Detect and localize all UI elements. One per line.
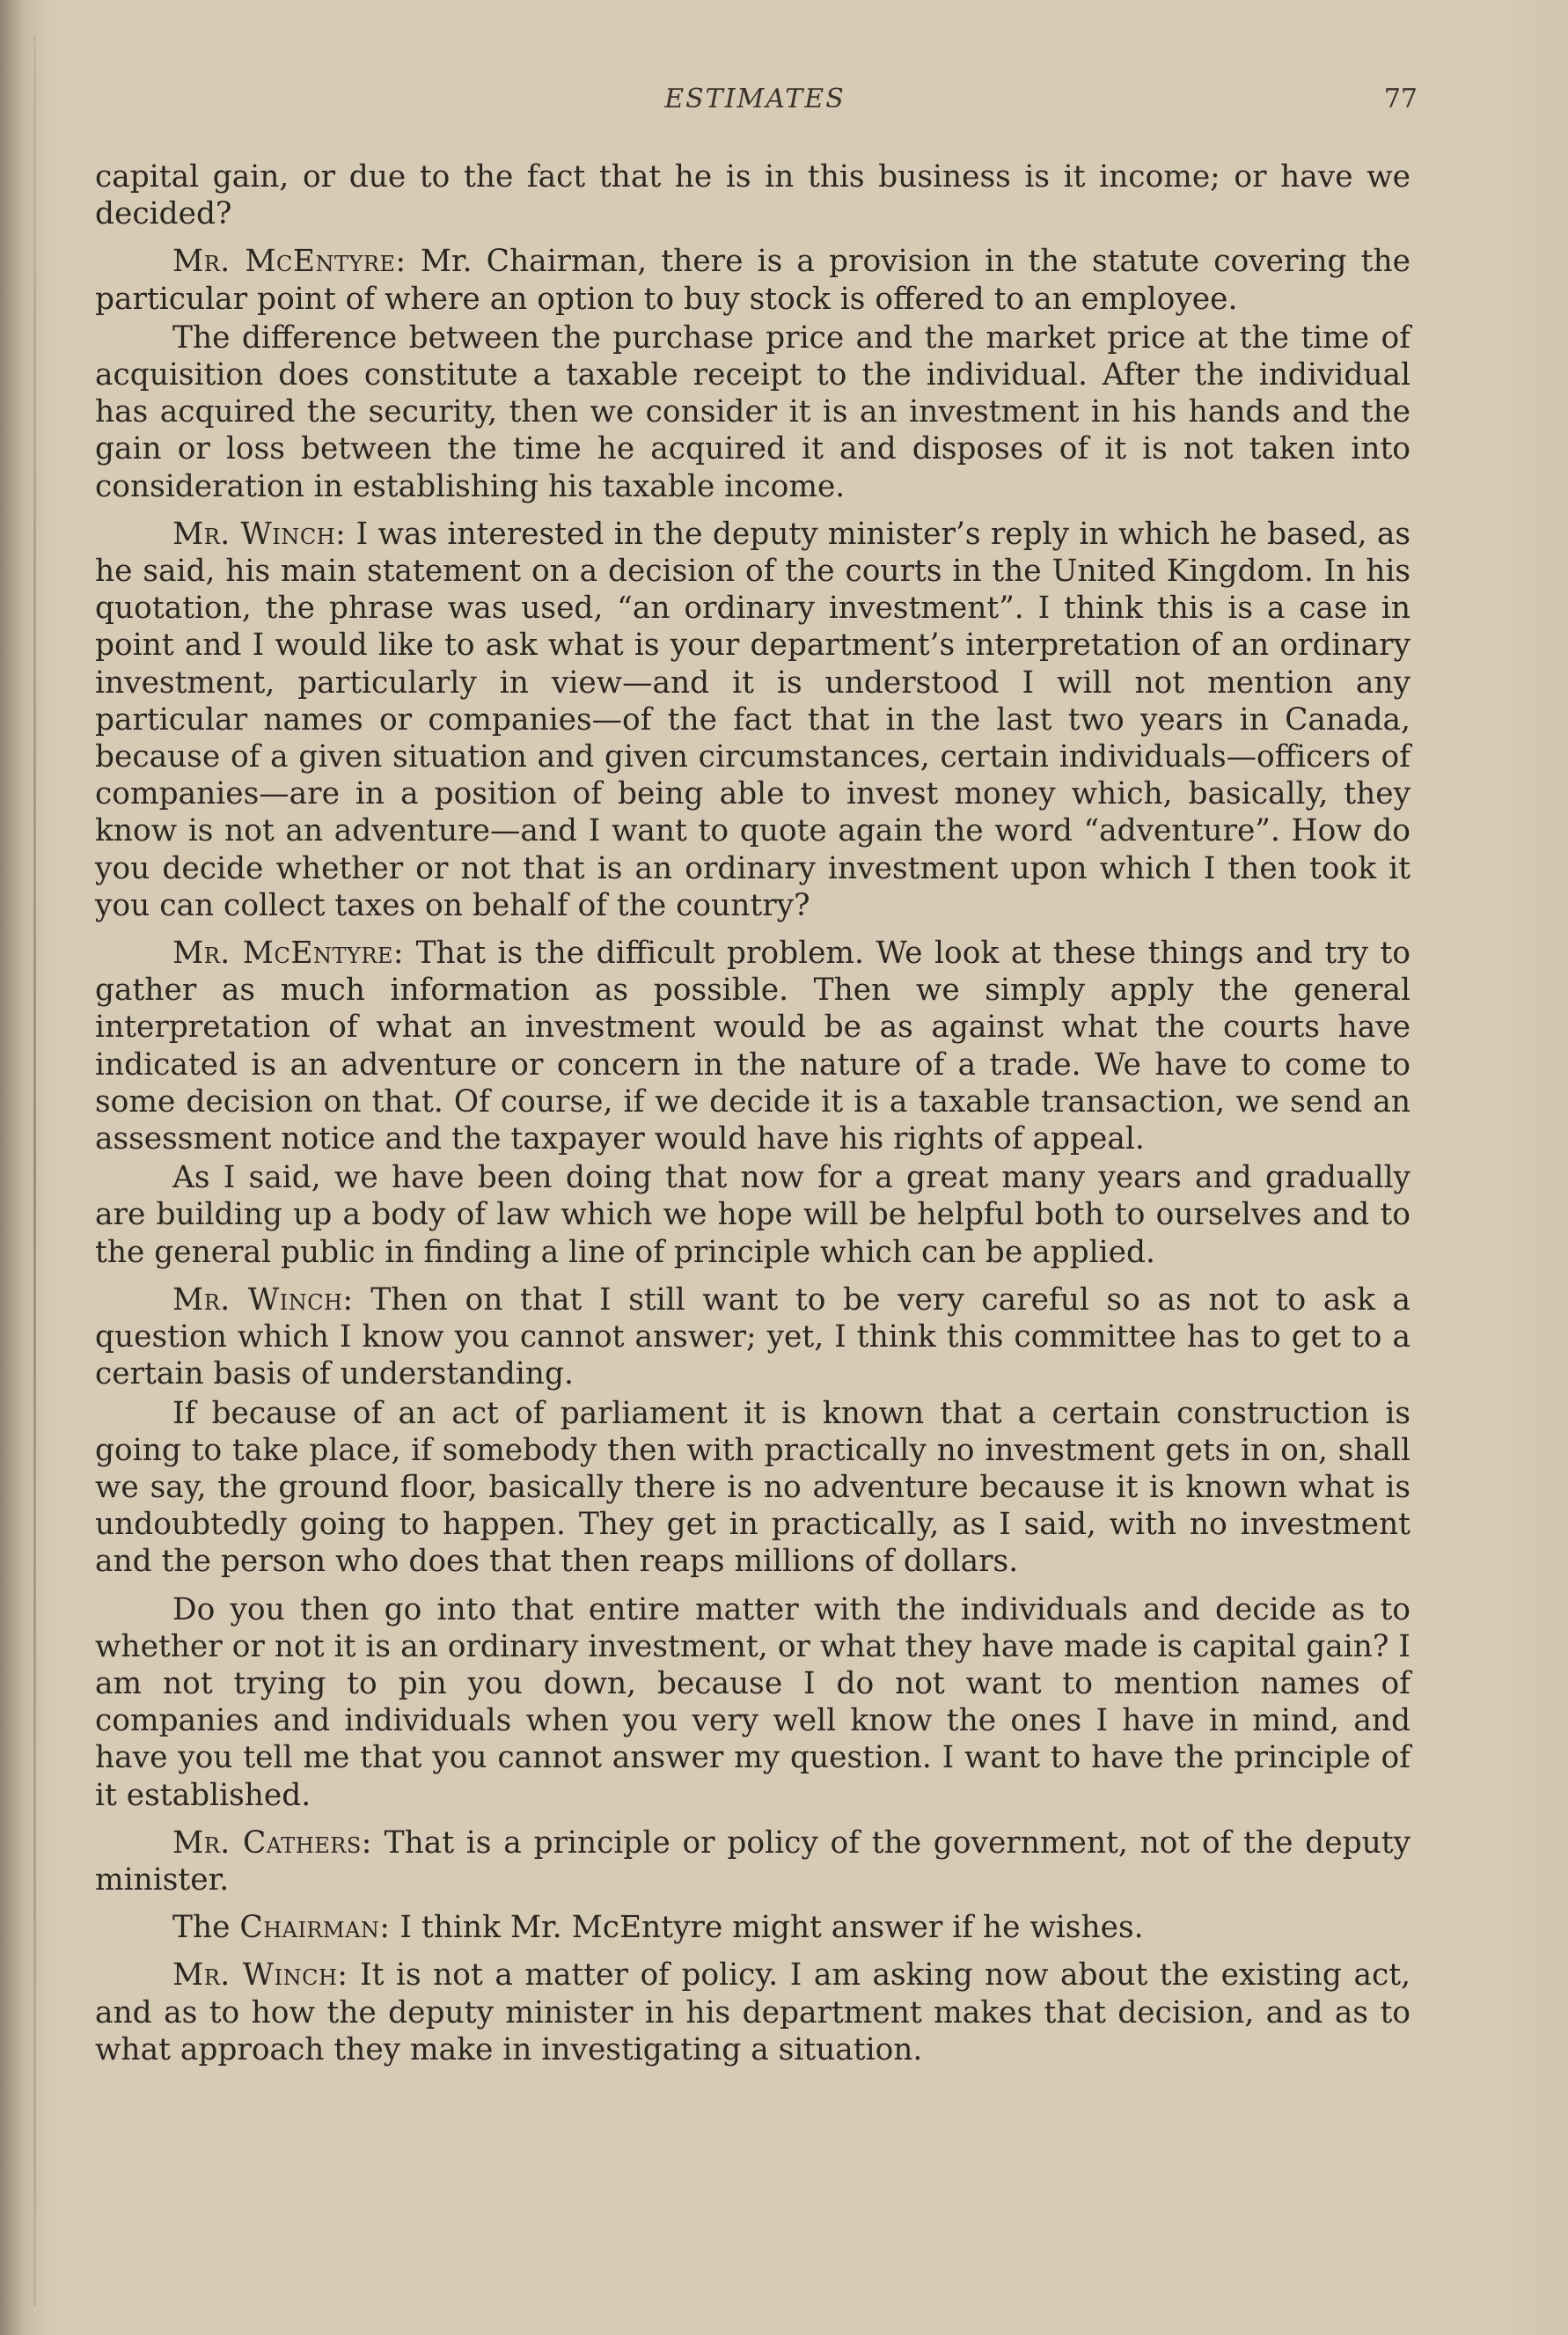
paragraph-4 bbox=[95, 516, 1410, 924]
speech-text: That is the difficult problem. We look at these things and try to gather as much information as possible. Then we simply apply the general interpretation of what an investment would be as against what the courts have indicated is an adventure or concern in the nature of a trade. We have to come to some decision on that. Of course, if we decide it is a taxable transaction, we send an assessment notice and the taxpayer would have his rights of appeal. bbox=[95, 936, 1410, 1157]
running-title: ESTIMATES bbox=[664, 84, 846, 114]
speaker-name: Chairman: bbox=[239, 1910, 391, 1946]
running-head bbox=[95, 84, 1418, 124]
paragraph-1: capital gain, or due to the fact that he is in this business is it income; or have we decided? bbox=[95, 159, 1410, 232]
paragraph-10 bbox=[95, 1825, 1410, 1898]
paragraph-9: Do you then go into that entire matter with the individuals and decide as to whether or not it is an ordinary investment, or what they have made is capital gain? I am not trying to pin you down, because I do not want to mention names of companies and individuals when you very well know the ones I have in mind, and have you tell me that you cannot answer my question. I want to have the principle of it established. bbox=[95, 1591, 1410, 1813]
speech-text: I was interested in the deputy minister’s reply in which he based, as he said, his main statement on a decision of the courts in the United Kingdom. In his quotation, the phrase was used, “an ordinary investment”. I think this is a case in point and I would like to ask what is your department’s interpretation of an ordinary investment, particularly in view—and it is understood I will not mention any particular names or companies—of the fact that in the last two years in Canada, because of a given situation and given circumstances, certain individuals—officers of companies—are in a position of being able to invest money which, basically, they know is not an adventure—and I want to quote again the word “adventure”. How do you decide whether or not that is an ordinary investment upon which I then took it you can collect taxes on behalf of the country? bbox=[95, 516, 1410, 923]
binding-crease bbox=[33, 35, 36, 2306]
paragraph-7 bbox=[95, 1281, 1410, 1393]
paragraph-11 bbox=[95, 1909, 1410, 1946]
paragraph-12 bbox=[95, 1957, 1410, 2068]
speaker-name: Mr. McEntyre: bbox=[172, 936, 404, 972]
speaker-name: Mr. McEntyre: bbox=[172, 244, 407, 280]
paragraph-5 bbox=[95, 935, 1410, 1157]
speaker-name: Mr. Winch: bbox=[172, 1281, 354, 1318]
speech-text: It is not a matter of policy. I am asking now about the existing act, and as to how the deputy minister in his department makes that decision, and as to what approach they make in investigating a situation. bbox=[95, 1957, 1411, 2067]
speech-text: Mr. Chairman, there is a provision in the statute covering the particular point of where an option to buy stock is offered to an employee. bbox=[95, 244, 1411, 317]
speech-prefix: The bbox=[172, 1910, 240, 1946]
paragraph-2 bbox=[95, 243, 1410, 317]
body-text bbox=[95, 158, 1410, 2079]
paragraph-6: As I said, we have been doing that now for a great many years and gradually are building up a body of law which we hope will be helpful both to ourselves and to the general public in finding a line of principle which can be applied. bbox=[95, 1160, 1410, 1270]
paragraph-3: The difference between the purchase price and the market price at the time of acquisition does constitute a taxable receipt to the individual. After the individual has acquired the security, then we consider it is an investment in his hands and the gain or loss between the time he acquired it and disposes of it is not taken into consideration in establishing his taxable income. bbox=[95, 319, 1410, 504]
speaker-name: Mr. Winch: bbox=[172, 1957, 348, 1994]
binding-gutter bbox=[0, 0, 62, 2335]
speech-text: Then on that I still want to be very careful so as not to ask a question which I know you cannot answer; yet, I think this committee has to get to a certain basis of understanding. bbox=[95, 1281, 1411, 1392]
speech-text: I think Mr. McEntyre might answer if he wishes. bbox=[390, 1910, 1144, 1946]
speech-text: That is a principle or policy of the government, not of the deputy minister. bbox=[95, 1825, 1410, 1898]
speaker-name: Mr. Cathers: bbox=[172, 1825, 372, 1861]
page-number: 77 bbox=[1383, 84, 1418, 114]
paragraph-8: If because of an act of parliament it is known that a certain construction is going to take place, if somebody then with practically no investment gets in on, shall we say, the ground floor, basically there is no adventure because it is known what is undoubtedly going to happen. They get in practically, as I said, with no investment and the person who does that then reaps millions of dollars. bbox=[95, 1395, 1410, 1580]
speaker-name: Mr. Winch: bbox=[172, 516, 347, 552]
